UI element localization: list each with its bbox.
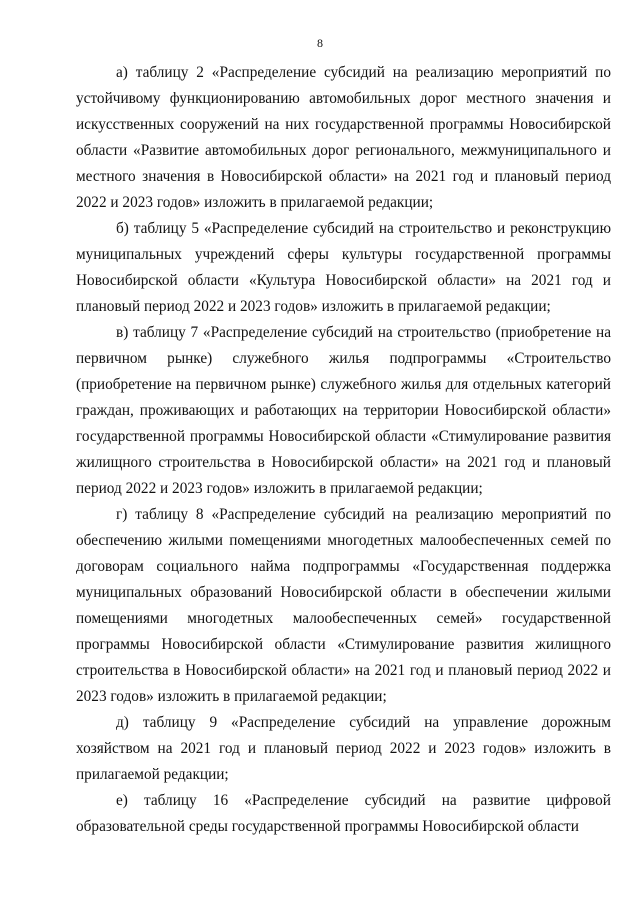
paragraph-v: в) таблицу 7 «Распределение субсидий на строительство (приобретение на первичном рынке) служебного жилья подпрограммы «Строительство (приобретение на первичном рынке) служебного жилья для отдельных категорий граждан, проживающих и работающих на территории Новосибирской области» государственной программы Новосибирской области «Стимулирование развития жилищного строительства в Новосибирской области» на 2021 год и плановый период 2022 и 2023 годов» изложить в прилагаемой редакции; <box>76 324 611 497</box>
page-number: 8 <box>317 36 323 50</box>
paragraph-b: б) таблицу 5 «Распределение субсидий на строительство и реконструкцию муниципальных учреждений сферы культуры государственной программы Новосибирской области «Культура Новосибирской области» на 2021 год и плановый период 2022 и 2023 годов» изложить в прилагаемой редакции; <box>76 220 611 315</box>
paragraph-e: е) таблицу 16 «Распределение субсидий на развитие цифровой образовательной среды государственной программы Новосибирской области <box>76 792 611 835</box>
paragraph-d: д) таблицу 9 «Распределение субсидий на управление дорожным хозяйством на 2021 год и плановый период 2022 и 2023 годов» изложить в прилагаемой редакции; <box>76 714 611 783</box>
paragraph-g: г) таблицу 8 «Распределение субсидий на реализацию мероприятий по обеспечению жилыми помещениями многодетных малообеспеченных семей по договорам социального найма подпрограммы «Государственная поддержка муниципальных образований Новосибирской области в обеспечении жилыми помещениями многодетных малообеспеченных семей» государственной программы Новосибирской области «Стимулирование развития жилищного строительства в Новосибирской области» на 2021 год и плановый период 2022 и 2023 годов» изложить в прилагаемой редакции; <box>76 506 611 705</box>
paragraph-a: а) таблицу 2 «Распределение субсидий на реализацию мероприятий по устойчивому функционированию автомобильных дорог местного значения и искусственных сооружений на них государственной программы Новосибирской области «Развитие автомобильных дорог регионального, межмуниципального и местного значения в Новосибирской области» на 2021 год и плановый период 2022 и 2023 годов» изложить в прилагаемой редакции; <box>76 64 611 211</box>
document-body <box>76 60 611 840</box>
